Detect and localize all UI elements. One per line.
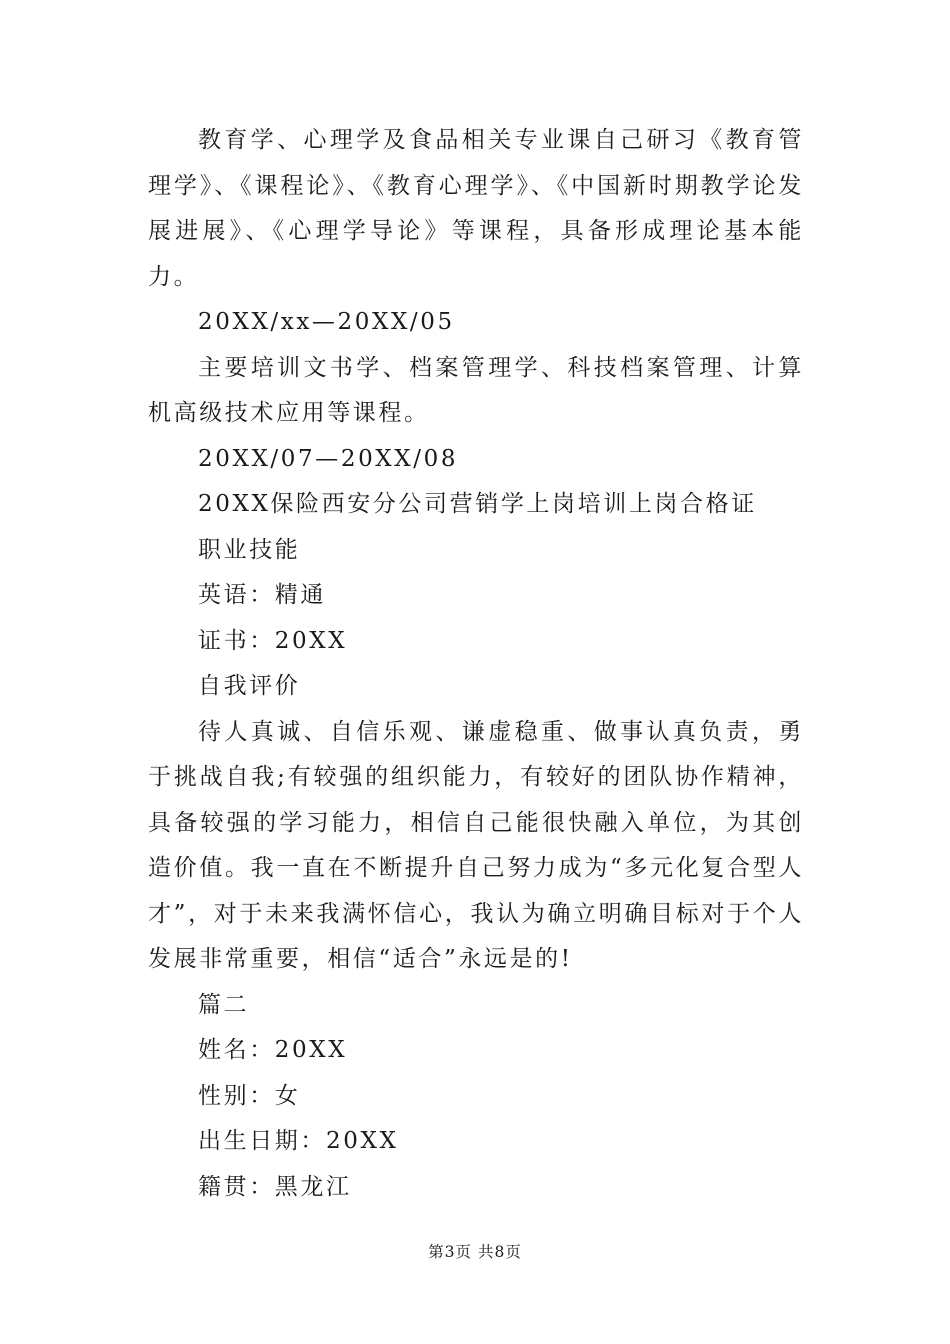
training-course-paragraph: 主要培训文书学、档案管理学、科技档案管理、计算机高级技术应用等课程。 xyxy=(148,354,804,426)
certificate-skill-line: 证书：20XX xyxy=(198,627,348,654)
date-range-1: 20XX/xx—20XX/05 xyxy=(198,309,455,335)
section-heading-skills: 职业技能 xyxy=(198,536,301,563)
birthdate-line: 出生日期：20XX xyxy=(198,1128,399,1154)
self-evaluation-paragraph: 待人真诚、自信乐观、谦虚稳重、做事认真负责，勇于挑战自我;有较强的组织能力，有较好的团队协作精神，具备较强的学习能力，相信自己能很快融入单位，为其创造价值。我一直在不断提升自己努力成为“多元化复合型人才”，对于未来我满怀信心，我认为确立明确目标对于个人发展非常重要，相信“适合”永远是的! xyxy=(148,718,804,972)
hometown-line: 籍贯：黑龙江 xyxy=(198,1173,352,1200)
document-body xyxy=(148,118,804,1210)
education-course-paragraph: 教育学、心理学及食品相关专业课自己研习《教育管理学》、《课程论》、《教育心理学》、《中国新时期教学论发展进展》、《心理学导论》等课程，具备形成理论基本能力。 xyxy=(148,127,804,290)
gender-line: 性别：女 xyxy=(198,1082,301,1109)
date-range-2: 20XX/07—20XX/08 xyxy=(198,445,459,472)
section-heading-self-evaluation: 自我评价 xyxy=(198,673,301,699)
english-skill-line: 英语：精通 xyxy=(198,582,326,608)
certificate-line: 20XX保险西安分公司营销学上岗培训上岗合格证 xyxy=(198,491,757,517)
page-footer: 第3页 共8页 xyxy=(428,1243,522,1261)
name-line: 姓名：20XX xyxy=(198,1037,348,1063)
section-heading-part-two: 篇二 xyxy=(198,991,250,1018)
